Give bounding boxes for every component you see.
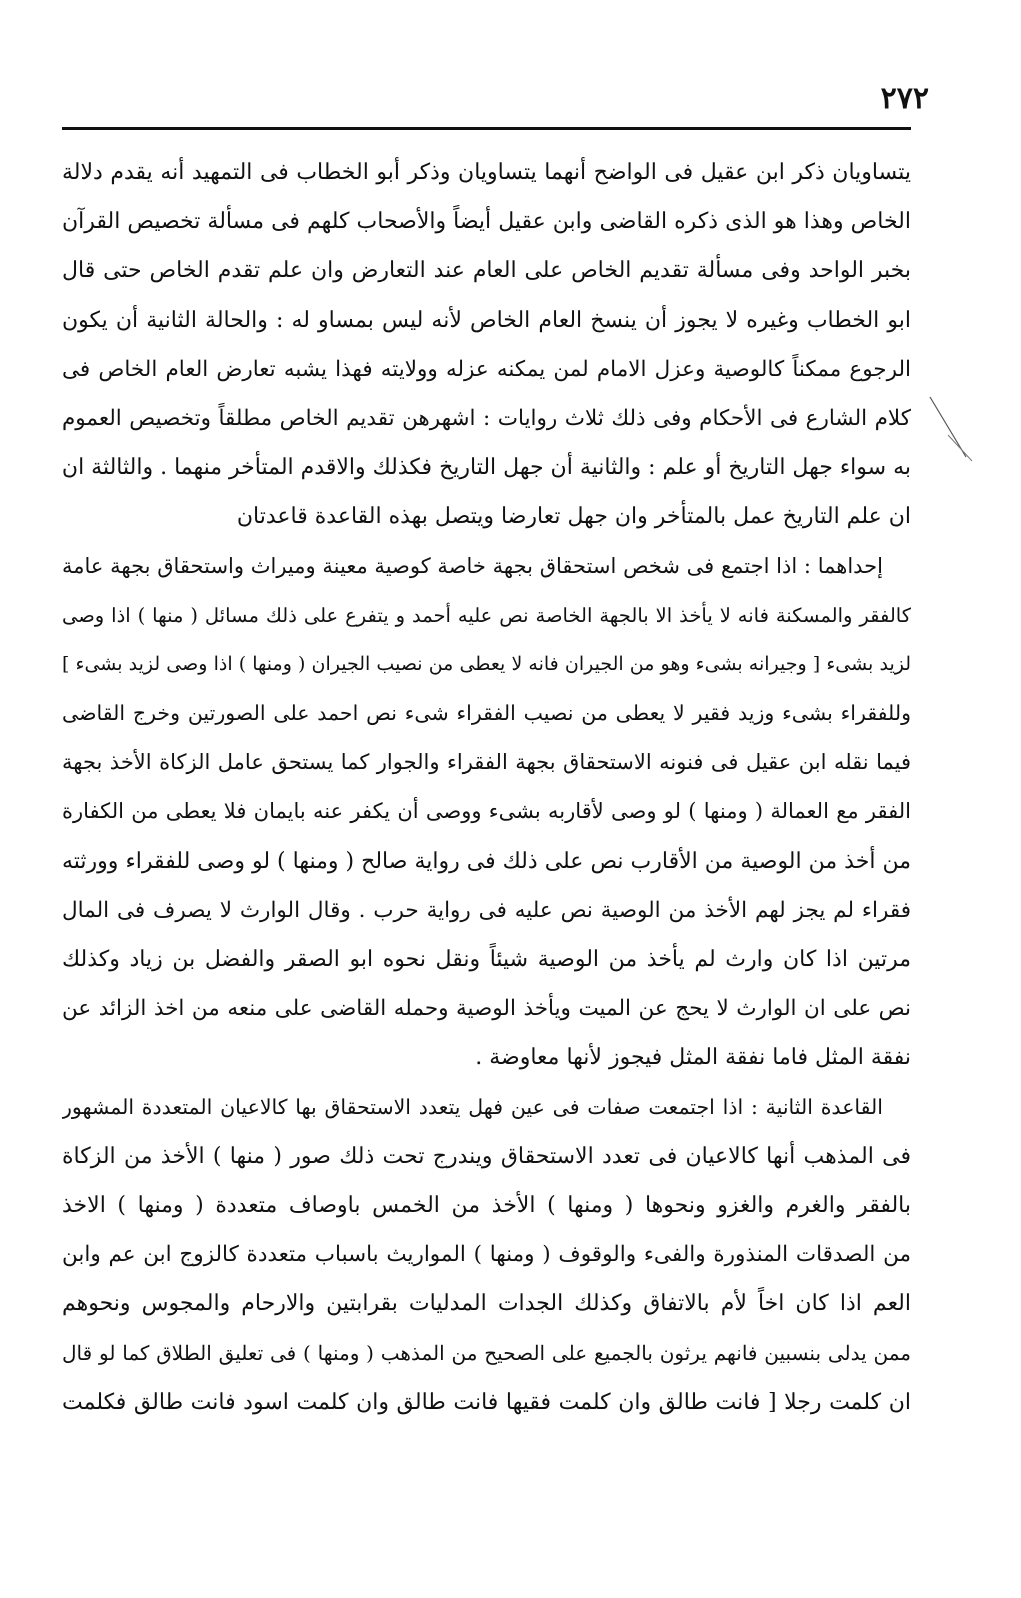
text-line: به سواء جهل التاريخ أو علم : والثانية أن جهل التاريخ فكذلك والاقدم المتأخر منهما . والثالثة ان [62, 455, 911, 481]
text-line: الرجوع ممكناً كالوصية وعزل الامام لمن يمكنه عزله وولايته فهذا يشبه تعارض العام الخاص فى [62, 356, 911, 382]
text-line: ان علم التاريخ عمل بالمتأخر وان جهل تعارضا ويتصل بهذه القاعدة قاعدتان [236, 504, 911, 530]
text-line: ان كلمت رجلا [ فانت طالق وان كلمت فقيها فانت طالق وان كلمت اسود فانت طالق فكلمت [62, 1389, 911, 1415]
text-line: كالفقر والمسكنة فانه لا يأخذ الا بالجهة الخاصة نص عليه أحمد و يتفرع على ذلك مسائل ( منها ) اذا وصى [62, 603, 911, 627]
text-line: من الصدقات المنذورة والفىء والوقوف ( ومنها ) المواريث باسباب متعددة كالزوج ابن عم وابن [62, 1242, 911, 1268]
text-line: وللفقراء بشىء وزيد فقير لا يعطى من نصيب الفقراء شىء نص احمد على الصورتين وخرج القاضى [62, 701, 911, 726]
text-line: مرتين اذا كان وارث لم يأخذ من الوصية شيئاً ونقل نحوه ابو الصقر والفضل بن زياد وكذلك [62, 947, 911, 972]
text-line: يتساويان ذكر ابن عقيل فى الواضح أنهما يتساويان وذكر أبو الخطاب فى التمهيد أنه يقدم دلالة [62, 160, 911, 185]
text-line: القاعدة الثانية : اذا اجتمعت صفات فى عين فهل يتعدد الاستحقاق بها كالاعيان المتعددة المشهور [62, 1094, 883, 1119]
text-line: الفقر مع العمالة ( ومنها ) لو وصى لأقاربه بشىء ووصى أن يكفر عنه بايمان فلا يعطى من الكفارة [62, 799, 911, 824]
text-line: فى المذهب أنها كالاعيان فى تعدد الاستحقاق ويندرج تحت ذلك صور ( منها ) الأخذ من الزكاة [62, 1143, 911, 1169]
text-line: الخاص وهذا هو الذى ذكره القاضى وابن عقيل أيضاً والأصحاب كلهم فى مسألة تخصيص القرآن [62, 209, 911, 235]
page-number: ۲۷۲ [880, 81, 929, 116]
text-line: بخبر الواحد وفى مسألة تقديم الخاص على العام عند التعارض وان علم تقدم الخاص حتى قال [62, 258, 911, 284]
text-line: نفقة المثل فاما نفقة المثل فيجوز لأنها معاوضة . [475, 1045, 911, 1071]
text-line: ممن يدلى بنسبين فانهم يرثون بالجميع على الصحيح من المذهب ( ومنها ) فى تعليق الطلاق كما لو قال [62, 1340, 911, 1365]
text-line: العم اذا كان اخاً لأم بالاتفاق وكذلك الجدات المدليات بقرابتين والارحام والمجوس ونحوهم [62, 1291, 911, 1317]
text-line: إحداهما : اذا اجتمع فى شخص استحقاق بجهة خاصة كوصية معينة وميراث واستحقاق بجهة عامة [62, 553, 883, 578]
text-line: نص على ان الوارث لا يحج عن الميت ويأخذ الوصية وحمله القاضى على منعه من اخذ الزائد عن [62, 996, 911, 1022]
text-line: فيما نقله ابن عقيل فى فنونه الاستحقاق بجهة الفقراء والجوار كما يستحق عامل الزكاة الأخذ بجهة [62, 750, 911, 775]
body-text [62, 148, 911, 1427]
text-line: فقراء لم يجز لهم الأخذ من الوصية نص عليه فى رواية حرب . وقال الوارث لا يصرف فى المال [62, 897, 911, 923]
scan-artifact-mark [928, 395, 978, 465]
text-line: لزيد بشىء [ وجيرانه بشىء وهو من الجيران فانه لا يعطى من نصيب الجيران ( ومنها ) اذا وصى لزيد بشىء ] [62, 652, 911, 675]
header-rule [62, 127, 911, 130]
text-line: من أخذ من الوصية من الأقارب نص على ذلك فى رواية صالح ( ومنها ) لو وصى للفقراء وورثته [62, 848, 911, 874]
text-line: كلام الشارع فى الأحكام وفى ذلك ثلاث روايات : اشهرهن تقديم الخاص مطلقاً وتخصيص العموم [62, 405, 911, 431]
text-line: بالفقر والغرم والغزو ونحوها ( ومنها ) الأخذ من الخمس باوصاف متعددة ( ومنها ) الاخذ [62, 1192, 911, 1218]
text-line: ابو الخطاب وغيره لا يجوز أن ينسخ العام الخاص لأنه ليس بمساو له : والحالة الثانية أن يكون [62, 307, 911, 333]
